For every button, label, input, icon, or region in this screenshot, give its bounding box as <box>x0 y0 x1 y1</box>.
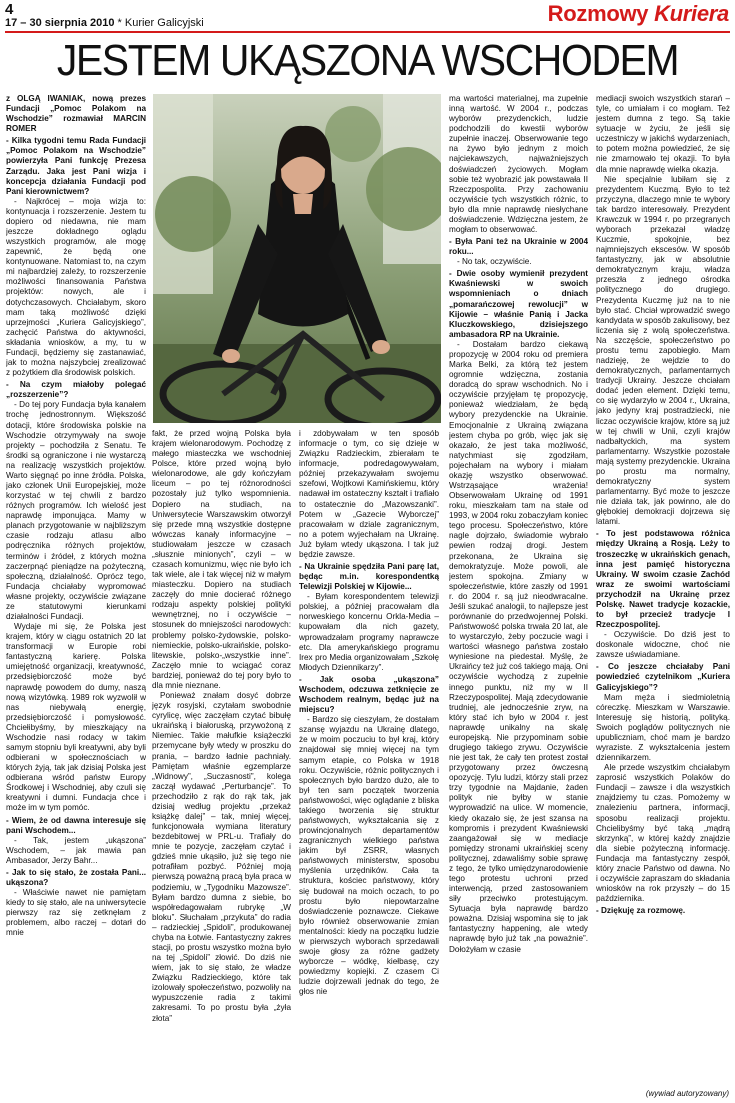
interview-answer: - Tak, jestem „ukąszona” Wschodem, – jak mawia pan Ambasador, Jerzy Bahr... <box>6 835 146 865</box>
interview-answer: Mam męża i siedmioletnią córeczkę. Mieszkam w Warszawie. Interesuję się historią, polityką. Swoich poglądów politycznych nie upubliczniam, choć mam je bardzo wyraziste. Z wykształcenia jestem dziennikarzem. <box>596 692 730 763</box>
issue-line <box>5 17 204 29</box>
article-lead: z OLGĄ IWANIAK, nową prezes Fundacji „Pomoc Polakom na Wschodzie” rozmawiał MARCIN ROMER <box>6 94 146 134</box>
interview-answer: i zdobywałam w ten sposób informacje o tym, co się dzieje w Związku Radzieckim, zbierałam te informacje, podredagowywałam, później przekazywałam swojemu szefowi, Wojtkowi Kamińskiemu, który nadawał im ostateczny kształt i trafiało to ostatecznie do „Mazowszanki”. Potem w „Gazecie Wyborczej” pracowałam w dziale zagranicznym, no a potem wyjechałam na Ukrainę. Już byłam wtedy ukąszona. I tak już będzie zawsze. <box>299 429 439 559</box>
interview-answer: ma wartości materialnej, ma zupełnie inną wartość. W 2004 r., podczas wyborów prezydenckich, ludzie podchodzili do kwestii wyborów zupełnie inaczej. Obserwowanie tego na żywo było jednym z moich najciekawszych, najważniejszych doświadczeń życiowych. Mogłam sobie też wyobrazić jak powstawała II Rzeczpospolita. Przy zachowaniu oczywiście tych wszystkich różnic, to było dla mnie naprawdę niesłychane doświadczenie. Wdzięczna jestem, że mogłam to obserwować. <box>449 94 588 235</box>
page-number: 4 <box>5 1 14 18</box>
interview-question: - To jest podstawowa różnica między Ukrainą a Rosją. Leży to troszeczkę w ukraińskich genach, inna jest pamięć historyczna Ukrainy. W swoim czasie Zachód wraz ze swoimi wartościami przychodził na Ukrainę przez Polskę. Nawet tradycje kozackie, to był przecież tradycje I Rzeczpospolitej. <box>596 529 730 630</box>
woman-on-bicycle-photo <box>153 94 441 423</box>
page-header <box>0 0 735 32</box>
interview-question: - Na czym miałoby polegać „rozszerzenie”? <box>6 380 146 400</box>
interview-answer: Ponieważ znałam dosyć dobrze język rosyjski, czytałam swobodnie cyrylicę, więc zaczęłam czytać bibułę ukraińską i białoruską, przywożoną z Niemiec. Takie małufkie książeczki przemycane były wtedy w proszku do prania, – bardzo ładnie pachniały. Pamiętam właśnie egzemplarze „Widnowy”, „Suczasnosti”, kolega zaczął wydawać „Perturbancje”. To przechodziło z rąk do rąk tak, jak dzisiaj według projektu „przekaż książkę dalej” – tak, mniej więcej, funkcjonowała wymiana literatury bezdebitowej w PRL-u. Trafiały do mnie te pozycje, zaczęłam czytać i gdzieś mnie ukąsiło, już się tego nie potrafiłam pozbyć. Później moją pierwszą poważną pracą była praca w podziemiu, w „Tygodniku Mazowsze”. Byłam bardzo dumna z siebie, bo współredagowałam rubrykę „W bloku”. Słuchałam „przykuta” do radia – radzieckiej „Spidoli”, produkowanej chyba na Łotwie. Fantastyczny zakres stacji, po prostu wszystko można było na tej „Spidoli” złowić. Do dziś nie wiem, jak to się stało, że władze Związku Radzieckiego, które tak izolowały społeczeństwo, pozwoliły na wypuszczenie radia z takimi zakresami. To po prostu była „żyła złota” <box>152 691 291 1023</box>
article-column-1 <box>6 94 146 1099</box>
interview-answer: Wydaje mi się, że Polska jest krajem, który w ciągu ostatnich 20 lat transformacji w Europie robi fantastyczną karierę. Polska umiejętność organizacji, kreatywność, przedsiębiorczość może być naprawdę powodem do dumy, naszą nową wizytówką. 1989 rok wyzwolił w nas niebywałą energię, przedsiębiorczość i pomysłowość. Chciełibyśmy, by mieszkający na Wschodzie nasi rodacy w takim samym stopniu byli kreatywni, aby byli odbierani w społecznościach w których żyją, tak jak dzisiaj Polska jest odbierana wśród państw Europy Środkowej i Wschodniej, aby czuli się kreatywni i dumni. Fundacja chce i może im w tym pomóc. <box>6 622 146 813</box>
interview-answer: Ale przede wszystkim chciałabym zaprosić wszystkich Polaków do Fundacji – zawsze i dla wszystkich znajdziemy tu czas. Pomożemy w znalezieniu partnera, informacji, sposobu realizacji projektu. Chcielibyśmy być taką „mądrą skrzynką”, w której każdy znajdzie dla siebie pożyteczną informację. Fundacja ma fantastyczny zespół, który znacie Państwo od dawna. No i oczywiście zapraszam do składania wniosków na rok przyszły – do 15 października. <box>596 763 730 904</box>
publication-name: * Kurier Galicyjski <box>117 17 204 29</box>
interview-answer: - No tak, oczywiście. <box>457 257 532 267</box>
interview-question: - Dwie osoby wymienił prezydent Kwaśniewski w swoich wspomnieniach o dniach „pomarańczowej rewolucji” w Kijowie – właśnie Panią i Jacka Kluczkowskiego, dzisiejszego ambasadora RP na Ukrainie. <box>449 269 588 339</box>
header-rule <box>5 31 730 33</box>
interview-question: - Dziękuję za rozmowę. <box>596 906 686 916</box>
article-column-5 <box>596 94 730 1099</box>
interview-answer: fakt, że przed wojną Polska była krajem wielonarodowym. Pochodzę z małego miasteczka we wschodniej Polsce, które przed wojną było wielonarodowe, ale gdy kończyłam liceum – po tej różnorodności pozostały już tylko wspomnienia. Dopiero na studiach, na Uniwersytecie Warszawskim otworzył się przede mną wszystkie dostępne wówczas kanały informacyjne – studiowałam jeszcze w czasach „słusznie minionych”, czyli – w czasach komunizmu, więc nie było ich tak wiele, ale i tak więcej niż w małym miasteczku. Dopiero na studiach zaczęły do mnie docierać różnego rodzaju aspekty polskiej polityki wewnętrznej, no i oczywiście – stosunek do mniejszości narodowych: problemy polsko-żydowskie, polsko-niemieckie, polsko-ukraińskie, polsko-litewskie, polsko-„wszystkie inne”. Zaczęło mnie to wciągać coraz bardziej, ponieważ do tej pory było to dla mnie nieznane. <box>152 429 291 690</box>
interview-answer: - Byłam korespondentem telewizji polskiej, a później pracowałam dla norweskiego koncernu Orkla-Media – kupowałam dla nich gazety, wprowadzałam programy naprawcze etc. Dla amerykańskiego programu Irex pro Media organizowałam „Szkołę Młodych Dziennikarzy”. <box>299 592 439 672</box>
interview-answer: - Bardzo się cieszyłam, że dostałam szansę wyjazdu na Ukrainę dlatego, że w moim poczuciu to był kraj, który znajdował się mniej więcej na tym samym etapie, co Polska w 1918 roku. Oczywiście, różnic politycznych i społecznych było bardzo dużo, ale to był ten sam początek tworzenia państwowości, więc oglądanie z bliska takiego tworzenia się struktur państwowych, wykształcania się z prowincjonalnych departamentów zagranicznych wielkiego państwa jakim był ZSRR, własnych państwowych ministerstw, sposobu myślenia urzędników. Cała ta struktura, kościec państwowy, który się budował na moich oczach, to po prostu było niepowtarzalne doświadczenie poznawcze. Ciekawe było również obserwowanie zmian mentalności: kiedy na początku ludzie w pierwszych wyborach sprzedawali swoje głosy za różne gadżety wyborcze – wódkę, kiełbasę, czy powiedzmy kopiejki. Z czasem Ci ludzie dojrzewali jednak do tego, że głos nie <box>299 715 439 997</box>
interview-question: - Była Pani też na Ukrainie w 2004 roku... <box>449 237 588 257</box>
interview-question: - Jak osoba „ukąszona” Wschodem, odczuwa zetknięcie ze Wschodem realnym, będąc już na miejscu? <box>299 674 439 715</box>
section-rubric <box>548 1 729 27</box>
interview-signoff: (wywiad autoryzowany) <box>645 1089 729 1098</box>
article-column-4 <box>449 94 588 1099</box>
headline: JESTEM UKĄSZONA WSCHODEM <box>56 36 679 85</box>
interview-question: - Na Ukrainie spędziła Pani parę lat, będąc m.in. korespondentką Telewizji Polskiej w Kijowie... <box>299 562 439 592</box>
interview-answer: Nie specjalnie lubiłam się z prezydentem Kuczmą. Było to też przyczyna, dlaczego mnie te wybory tak bardzo interesowały. Prezydent Krawczuk w 1994 r. po przegranych wyborach przekazał władzę Kuczmie, spokojnie, bez najmniejszych ekscesów. W sposób fantastyczny, jak w absolutnie demokratycznym kraju, władza przeszła z jednego ośrodka politycznego do drugiego. Prezydenta Kuczmę już na to nie było stać. Chciał wprowadzić swego kandydata w sposób zakulisowy, bez liczenia się z wolą społeczeństwa. Na szczęście, społeczeństwo po prostu temu zapobiegło. Mam nadzieję, że wejdzie to do demokratycznych, parlamentarnych tradycji Ukrainy. Jeszcze chciałam dodać jeden element. Dzięki temu, co się wydarzyło w 2004 r., Ukraina, jako jedyny kraj postradziecki, nie liczac oczywiście krajów, które są już w tej chwili w Unii, czyli krajów nadbałtyckich, ma system parlamentarny. Wszystkie pozostałe mają systemy prezydenckie. Ukraina po prostu ma normalny, demokratyczny system parlamentarny. Być może to jeszcze nie działa tak, jak powinno, ale do głębokiej demokracji dojrzewa się latami. <box>596 174 730 527</box>
interview-question: - Jak to się stało, że została Pani... ukąszona? <box>6 867 146 888</box>
interview-answer: - Właściwie nawet nie pamiętam kiedy to się stało, ale na uniwersytecie pierwszy raz się zetknęłam z problemem, albo raczej – dotarł do mnie <box>6 888 146 938</box>
interview-answer: - Do tej pory Fundacja była kanałem trochę jednostronnym. Większość dotacji, które środowiska polskie na Wschodzie otrzymywały na swoje projekty – pochodziła z Senatu. Te środki są ograniczone i nie wystarczą na realizację wszystkich projektów. Warto sięgnąć po inne źródła. Polska, jako członek Unii Europejskiej, może korzystać w tej chwili z bardzo różnych programów. Ich wielość jest naprawdę imponująca. Mamy w planach przygotowanie w najbliższym czasie rodzaju atlasu albo podręcznika różnych projektów, terminów i źródeł, z których można zaczerpnąć pieniądze na pożyteczną, społeczną, działalność. Oprócz tego, Fundacja chciałaby wypromować własne projekty, oczywiście związane ze statutowymi kierunkami działalności Fundacji. <box>6 400 146 621</box>
interview-answer: - Dostałam bardzo ciekawą propozycję w 2004 roku od premiera Marka Belki, za którą też jestem ogromnie wdzięczna, zostania doradcą do spraw wschodnich. No i oczywiście przyjęłam tę propozycję, ponieważ wiedziałam, że będą wybory prezydenckie na Ukrainie. Emocjonalnie z Ukrainą związana jestem chyba po grób, więc jak się okazało, że jest taka możliwość, natychmiast się zgodziłam, pojechałam na wybory i miałam okazję wszystko obserwować. Wstrząsające wrażenia! Obserwowałam Ukrainę od 1991 roku, mieszkałam tam na stałe od 1993, w 2004 roku zobaczyłam koniec tego procesu. Społeczeństwo, które nagle dojrzało, świadomie wybrało pewien rodzaj drogi. Jestem przekonana, że Ukraina się demokratyzuje. Może powoli, ale jestem spokojna. Zmiany w społeczeństwie, które zaszły od 1991 r. do 2004 r. są już nieodwracalne. Jeśli szukać analogii, to najlepsze jest porównanie do przedwojennej Polski. Państwowość polska trwała 20 lat, ale to wystarczyło, żeby poczucie wagi i wartości własnego państwa zostało wyniesione na piedestał. Myślę, że Ukraińcy też już coś takiego mają. Oni oczywiście wychodzą z zupełnie innego punktu, niż my w II Rzeczypospolitej. Mają zdecydowanie trudniej, ale jednocześnie zryw, na który stać ich było w 2004 r. jest naprawdę unikalny na skalę europejską. Nie przypominam sobie drugiego takiego zrywu. Oczywiście nie jest tak, że cały ten protest został przygotowany przez ówczesną opozycję. Tylu ludzi, którzy stali przez trzy tygodnie na Majdanie, żaden polityk nie byłby w stanie wyprowadzić na ulice. W momencie, kiedy okazało się, że jest szansa na kompromis i prezydent Kwaśniewski zaangażował się w mediacje pomiędzy stronami ukraińskiej sceny politycznej, zdawaliśmy sobie sprawę z tego, że tylko umiędzynarodowienie tego protestu uchroni przed interwencją, przed zastosowaniem siły przeciwko protestującym. Sytuacja była naprawdę bardzo poważna. Dzisiaj wspomina się to jak fantastyczny happening, ale wtedy naprawdę było już tak „na poważnie”. Dołożyłam w czasie <box>449 339 588 954</box>
rubric-main: Rozmowy <box>547 1 649 26</box>
interview-answer: - Oczywiście. Do dziś jest to doskonale widoczne, choć nie zawsze uświadamiane. <box>596 630 730 660</box>
issue-date: 17 – 30 sierpnia 2010 <box>5 17 115 29</box>
article-column-2 <box>152 429 291 1099</box>
interview-answer: mediacji swoich wszystkich starań – tyle, co umiałam i co mogłam. Też jestem dumna z tego. Są takie sytuacje w życiu, że jeśli się uczestniczy w jakichś wydarzeniach, to potem można powiedzieć, że się nie zmarnowało tej okazji. To była dla mnie naprawdę wielka okazja. <box>596 94 730 174</box>
interview-question: - Co jeszcze chciałaby Pani powiedzieć czytelnikom „Kuriera Galicyjskiego”? <box>596 662 730 692</box>
rubric-accent: Kuriera <box>654 1 729 26</box>
interview-question: - Wiem, że od dawna interesuje się pani Wschodem... <box>6 815 146 835</box>
article-column-3 <box>299 429 439 1099</box>
interview-question: - Kilka tygodni temu Rada Fundacji „Pomoc Polakom na Wschodzie” powierzyła Pani funkcję Prezesa Zarządu. Jaka jest Pani wizja i koncepcja działania Fundacji pod Pani kierownictwem? <box>6 136 146 196</box>
interview-answer: - Najkrócej – moja wizja to: kontynuacja i rozszerzenie. Jestem tu dopiero od niedawna, nie mam jeszcze dokładnego oglądu wszystkich programów, ale mogę zapewnić, że będą one kontynuowane. Natomiast to, na czym mi najbardziej zależy, to rozszerzenie możliwości finansowania Państwa projektów: nowych, ale i dotychczasowych. Chciałabym, skoro mam taką możliwość dzięki uprzejmości „Kuriera Galicyjskiego”, zachęcić Państwa do aktywności, składania wniosków, a my, tu w Fundacji, będziemy się zastanawiać, jak to można najszybciej zrealizować z pożytkiem dla środowisk polskich. <box>6 196 146 378</box>
